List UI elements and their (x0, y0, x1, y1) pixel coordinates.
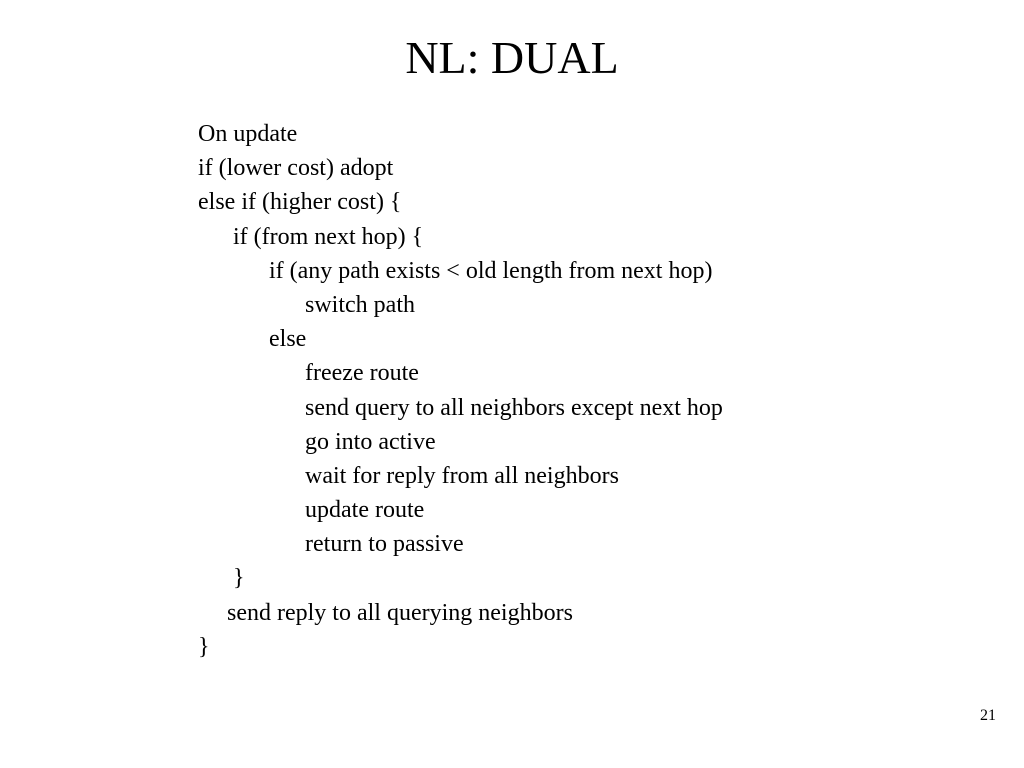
code-line: } (198, 633, 210, 660)
pseudocode-block (198, 117, 723, 664)
code-line: send reply to all querying neighbors (227, 599, 573, 626)
code-line: if (from next hop) { (233, 223, 424, 250)
code-line: if (any path exists < old length from next hop) (269, 257, 713, 284)
code-line: wait for reply from all neighbors (305, 462, 619, 489)
code-line: go into active (305, 428, 436, 455)
code-line: update route (305, 497, 425, 524)
code-line: send query to all neighbors except next hop (305, 394, 723, 421)
code-line: freeze route (305, 360, 419, 387)
code-line: if (lower cost) adopt (198, 155, 394, 182)
code-line: else if (higher cost) { (198, 189, 402, 216)
code-line: switch path (305, 291, 415, 318)
code-line: } (233, 565, 245, 592)
slide-title: NL: DUAL (405, 32, 619, 83)
page-number: 21 (980, 707, 996, 724)
code-line: On update (198, 121, 298, 147)
code-line: else (269, 326, 307, 353)
code-line: return to passive (305, 531, 464, 558)
